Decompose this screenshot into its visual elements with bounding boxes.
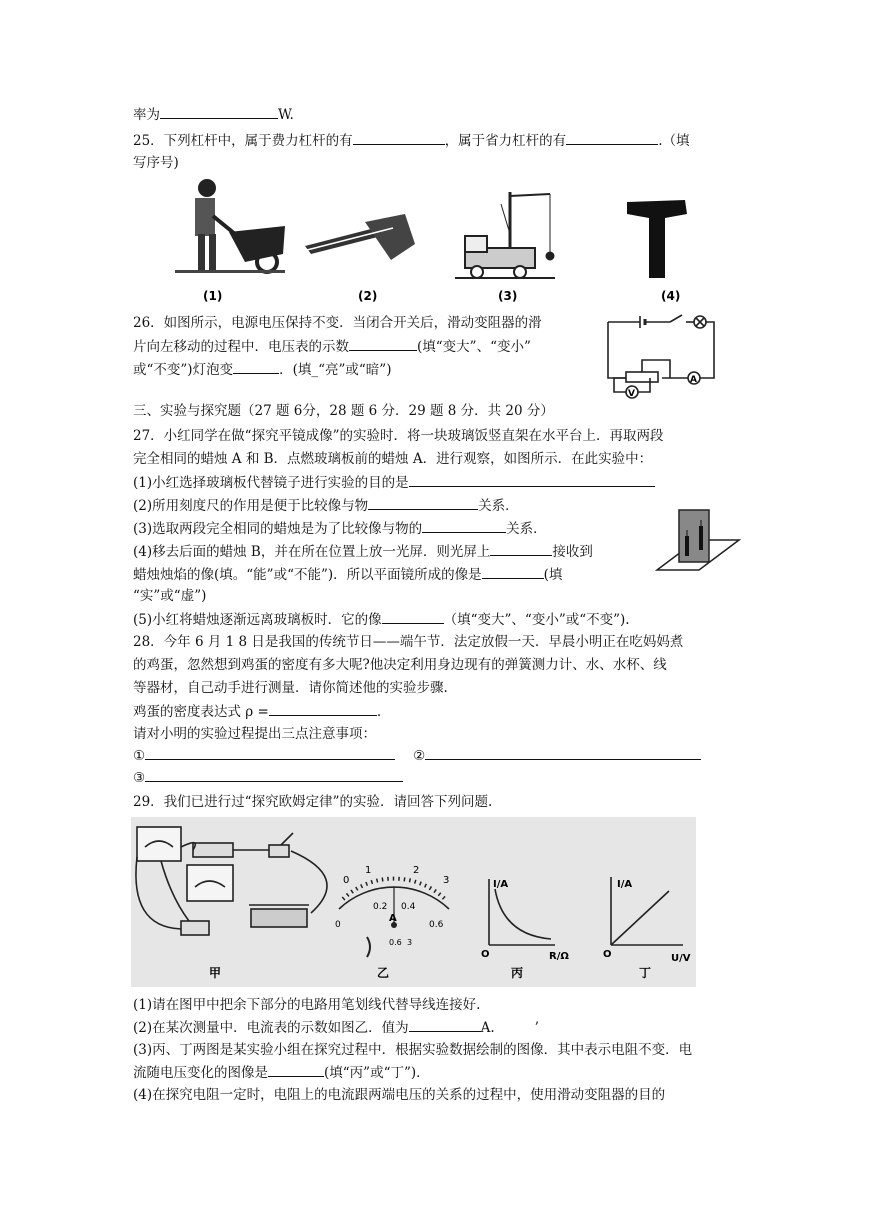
answer-blank[interactable] (382, 609, 444, 624)
dial-unit: A (389, 913, 397, 924)
q29-part-3: (3)丙、丁两图是某实验小组在探究过程中．根据实验数据绘制的图像．其中表示电阻不变．电 (133, 1042, 693, 1058)
dial-terminal: 0.6 (389, 938, 402, 947)
q29-part-4: (4)在探究电阻一定时，电阻上的电流跟两端电压的关系的过程中，使用滑动变阻器的目的 (133, 1087, 666, 1103)
answer-blank[interactable] (145, 767, 403, 782)
dial-tick-top: 3 (443, 875, 450, 886)
q28-line-7: ③ (133, 767, 403, 788)
lever-figures (165, 174, 745, 309)
dial-tick-bottom: 0 (335, 920, 341, 930)
q27-line-2: 完全相同的蜡烛 A 和 B．点燃玻璃板前的蜡烛 A．进行观察，如图所示．在此实验中： (133, 451, 653, 467)
figure-caption: 乙 (377, 966, 390, 980)
answer-blank[interactable] (490, 541, 552, 556)
q26-line-2: 片向左移动的过程中．电压表的示数 (填“变大”、“变小” (133, 336, 531, 357)
dial-tick-top: 1 (365, 865, 372, 876)
dial-tick-top: 2 (413, 865, 420, 876)
answer-blank[interactable] (425, 745, 701, 760)
q28-line-4: 鸡蛋的密度表达式 ρ = . (133, 701, 381, 722)
q27-line-4: (2)所用刻度尺的作用是便于比较像与物 关系． (133, 495, 519, 516)
q27-line-3: (1)小红选择玻璃板代替镜子进行实验的目的是 (133, 472, 655, 493)
q26-circuit-diagram (600, 310, 720, 404)
q26-line-3: 或“不变”)灯泡变 ．(填_“亮”或“暗”) (133, 359, 391, 380)
dial-tick-top: 0 (343, 875, 350, 886)
q27-line-6: (4)移去后面的蜡烛 B，并在所在位置上放一光屏．则光屏上 接收到 (133, 541, 593, 562)
q28-line-2: 的鸡蛋，忽然想到鸡蛋的密度有多大呢?他决定利用身边现有的弹簧测力计、水、水杯、线 (133, 657, 667, 673)
answer-blank[interactable] (269, 701, 377, 716)
answer-blank[interactable] (409, 1017, 481, 1032)
graph-xlabel: R/Ω (549, 951, 569, 962)
q26-line-1: 26．如图所示，电源电压保持不变．当闭合开关后，滑动变阻器的滑 (133, 315, 542, 331)
answer-blank[interactable] (422, 518, 506, 533)
q29-part-2: (2)在某次测量中．电流表的示数如图乙．值为 A. ’ (133, 1017, 539, 1038)
q28-line-3: 等器材，自己动手进行测量．请你简述他的实验步骤. (133, 680, 448, 696)
answer-blank[interactable] (349, 336, 417, 351)
answer-blank[interactable] (160, 104, 278, 119)
graph-ylabel: I/A (493, 879, 509, 890)
graph-origin: O (481, 949, 490, 960)
q25-line-2: 写序号) (133, 155, 179, 171)
q27-line-8: “实”或“虚”) (133, 588, 207, 604)
graph-origin: O (603, 949, 612, 960)
voltmeter-label: V (628, 389, 635, 399)
q29-part-1: (1)请在图甲中把余下部分的电路用笔划线代替导线连接好. (133, 997, 481, 1013)
q27-line-7: 蜡烛烛焰的像(填。“能”或“不能”)．所以平面镜所成的像是 (填 (133, 564, 562, 585)
section-3-heading: 三、实验与探究题（27 题 6分，28 题 6 分．29 题 8 分．共 20 分） (133, 403, 554, 419)
lever-caption: (2) (358, 289, 378, 303)
dial-tick-bottom: 0.4 (401, 902, 416, 912)
q27-line-1: 27．小红同学在做“探究平镜成像”的实验时．将一块玻璃饭竖直架在水平台上．再取两段 (133, 428, 664, 444)
answer-blank[interactable] (233, 359, 279, 374)
lever-caption: (4) (661, 289, 681, 303)
figure-caption: 甲 (209, 966, 222, 980)
answer-blank[interactable] (353, 130, 445, 145)
answer-blank[interactable] (268, 1062, 324, 1077)
answer-blank[interactable] (409, 472, 655, 487)
answer-blank[interactable] (368, 495, 478, 510)
q29-part-3b: 流随电压变化的图像是 (填“丙”或“丁”)． (133, 1062, 430, 1083)
q28-line-6: ① ② (133, 745, 701, 766)
mirror-experiment-figure (655, 506, 741, 578)
wheelbarrow-figure (175, 179, 285, 273)
answer-blank[interactable] (566, 130, 658, 145)
dial-tick-bottom: 0.6 (429, 920, 444, 930)
tongs-figure (305, 214, 415, 260)
crane-figure (455, 192, 555, 278)
dial-tick-bottom: 0.2 (373, 902, 388, 912)
q25-line-1: 25．下列杠杆中，属于费力杠杆的有 ，属于省力杠杆的有 .（填 (133, 130, 689, 151)
figure-caption: 丁 (639, 966, 652, 980)
line-rate: 率为 W. (133, 104, 294, 125)
figure-caption: 丙 (511, 966, 524, 980)
answer-blank[interactable] (482, 564, 544, 579)
hammer-figure (627, 200, 687, 278)
graph-ylabel: I/A (617, 879, 633, 890)
graph-xlabel: U/V (671, 953, 691, 964)
q29-figure (131, 817, 696, 987)
dial-terminal: 3 (407, 938, 413, 947)
lever-caption: (3) (498, 289, 518, 303)
q28-line-1: 28．今年 6 月 1 8 日是我国的传统节日——端午节．法定放假一天．早晨小明正在吃妈妈煮 (133, 634, 684, 650)
q29-line-1: 29．我们已进行过“探究欧姆定律”的实验．请回答下列问题. (133, 794, 493, 810)
q27-line-5: (3)选取两段完全相同的蜡烛是为了比较像与物的 关系． (133, 518, 547, 539)
q27-line-9: (5)小红将蜡烛逐渐远离玻璃板时．它的像 （填“变大”、“变小”或“不变”). (133, 609, 630, 630)
ammeter-label: A (690, 375, 697, 385)
answer-blank[interactable] (145, 745, 395, 760)
q28-line-5: 请对小明的实验过程提出三点注意事项： (133, 726, 376, 742)
lever-caption: (1) (203, 289, 223, 303)
